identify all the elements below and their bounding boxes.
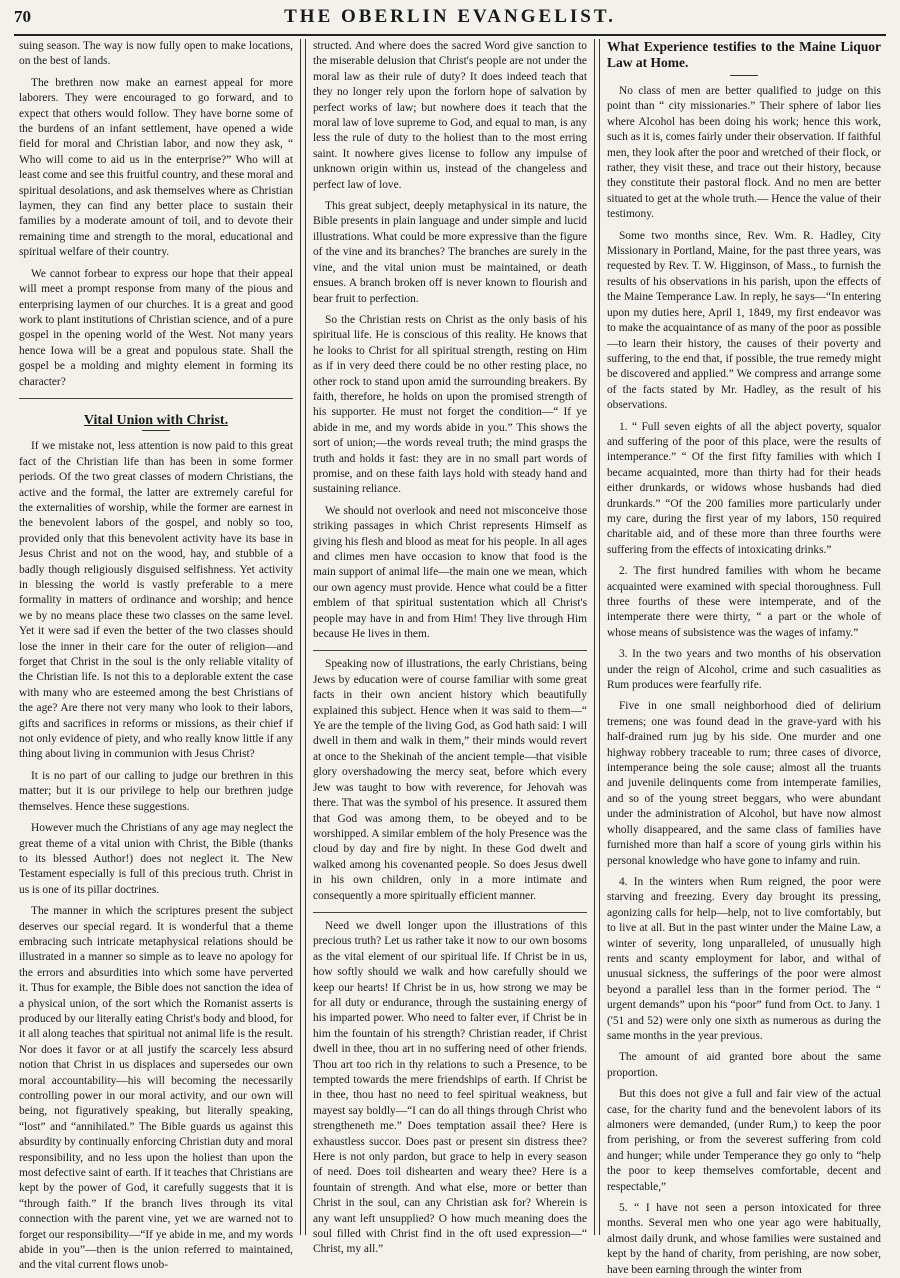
- paragraph: Speaking now of illustrations, the early Christians, being Jews by education were of course familiar with some great facts in their own ancient history which beautifully explained this subject. Hence when it was said to them—“ Ye are the temple of the living God, as God hath said: I will dwell in them and walk in them,” their minds would revert at once to the Shekinah of the ancient temple—that visible glory overshadowing the mercy seat, before which every Jew was taught to bow with reverence, for Jehovah was there. That was the symbol of his presence. It assured them that God was among them, to be obeyed and to be worshipped. A similar emblem of the holy Presence was the cloud by day and fire by night. In these God dwelt and walked among his covenanted people. So does Jesus dwell in his own children, only in a more intimate and consequently a more spiritually efficient manner.: [312, 658, 587, 902]
- column-3: [602, 39, 886, 1276]
- paragraph: The manner in which the scriptures present the subject deserves our special regard. It is wonderful that a theme embracing such intricate metaphysical relations should be illustrated in a manner so simple as to leave no apology for the errors and absurdities into which some have perverted it. Thus for example, the Bible does not sanction the idea of a physical union, of the sort which the Romanist asserts is produced by our literally eating Christ's body and blood, for it all along teaches that spiritual not animal life is the result. Nor does it favor or at all justify the scarcely less absurd notion that Christ in us displaces and supersedes our own moral accountability—his will becoming the necessarily controlling power in our moral activity, and our own will being, not figuratively speaking, but literally speaking, “lost” and “annihilated.” The Bible guards us against this absurdity by continually enforcing Christian duty and moral responsibility, and no less upon the holiest than upon the most defective saint of earth. If it teaches that Christians are kept by the power of God, it carefully suggests that it is “through faith.” If the branch lives through its vital connection with the parent vine, yet we are warned not to forget our responsibility—“If ye abide in me, and my words abide in you”—then is the union referred to maintained, and the vital current flows unob-: [19, 905, 294, 1272]
- section-separator: [313, 650, 587, 651]
- article-separator: [19, 398, 293, 399]
- paragraph: We should not overlook and need not misconceive those striking passages in which Christ represents Himself as giving his flesh and blood as meat for his people. In all ages and climes men have occasion to know that food is the main support of animal life—the main one we mean, which our own agency must provide. Hence what could be a fitter emblem of that spiritual sustentation which all Christ's people may have in and from Him! They live through Him because He lives in them.: [312, 504, 587, 641]
- paragraph: suing season. The way is now fully open to make locations, on the best of lands.: [19, 40, 294, 68]
- paragraph: The brethren now make an earnest appeal for more laborers. They were encouraged to go forward, and to expect that others would follow. They have borne some of the burdens of an infant settlement, have opened a wide field for moral and Christian labor, and now they ask, “ Who will come to aid us in the enterprise?” Who will at least come and see this fruitful country, and these moral and spiritual desolations, and ask themselves where as Christian laymen, they can find any better place to sustain their families by a moderate amount of toil, and to devote their remaining time and strength to the moral, educational and spiritual welfare of their country.: [19, 76, 294, 259]
- paragraph: If we mistake not, less attention is now paid to this great fact of the Christian life than has been in some former periods. Of the two great classes of modern Christians, the active and the formal, the latter are extremely careful for the externalities of worship, while the former are earnest in the benevolent labors of the gospel, and nobly so too, provided only that this benevolent activity have its base in Jesus Christ and not on the wood, hay, and stubble of a badly though religiously disguised selfishness. Yet activity in blessing the world is vastly preferable to a mere formality in matters of ordinance and worship; and hence we by no means place these two classes on the same level. Yet it were sad if even the better of the two classes should lose the inner in their care for the outer of religion—and forget that Christ in the soul is the only reliable vitality of the Christian life. Is not this to a deplorable extent the case with many who are esteemed among the best Christians of the age? Are there not very many who look to their labors, gifts and sacrifices in reforms or missions, as their chief if not only evidence of piety, and who really know little if any thing about living in communion with Jesus Christ?: [19, 440, 294, 761]
- masthead: [14, 6, 886, 36]
- paragraph: Some two months since, Rev. Wm. R. Hadley, City Missionary in Portland, Maine, for the past three years, was requested by Rev. T. W. Higginson, of Mass., to furnish the results of his observations in his parish, upon the effects of the Maine Temperance Law. In reply, he says—“In entering upon my duties here, April 1, 1849, my first endeavor was to make the acquaintance of as many of the poor as possible—to learn their history, the causes of their poverty and suffering, to the end that, if possible, the true remedy might be discovered and applied.” We compress and arrange some of the facts stated by Mr. Hadley, as the result of his observations.: [606, 229, 881, 412]
- page-number: 70: [14, 7, 31, 26]
- paragraph: This great subject, deeply metaphysical in its nature, the Bible presents in plain language and under simple and lucid illustrations. What could be more expressive than the figure of the vine and its branches? The branches are surely in the vine, and the vital union must be maintained, or death ensues. A branch broken off is never known to flourish and bear fruit to perfection.: [312, 200, 587, 305]
- paragraph: The amount of aid granted bore about the same proportion.: [606, 1051, 881, 1079]
- column-divider: [594, 39, 600, 1235]
- paragraph: No class of men are better qualified to judge on this point than “ city missionaries.” Their sphere of labor lies where Alcohol has been doing his work; hence this work, such as it is, comes fairly under their observation. If faithful men, they look after the poor and wretched of their flock, or rather, they visit these, and trace out their history, because they constitute their pastoral flock. And no men are better situated to get at the whole truth.— Hence the value of their testimony.: [606, 85, 881, 221]
- heading-rule: [142, 430, 170, 431]
- paragraph: However much the Christians of any age may neglect the great theme of a vital union with Christ, the Bible (thanks to its blessed Author!) does not neglect it. The New Testament especially is full of this precious truth. Christ in us is one of its pillar doctrines.: [19, 822, 294, 896]
- section-separator: [313, 912, 587, 913]
- paragraph: 1. “ Full seven eights of all the abject poverty, squalor and suffering of the poor of this place, were the results of intemperance.” “ Of the first fifty families with which I became acquainted, more than thirty had for their heads either drunkards, or widows whose husbands had died drunkards.” “Of the 200 families more particularly under my care, during the first year of my labors, 150 required charitable aid, and of these more than three fourths were suffering from the effects of intoxicating drinks.”: [606, 420, 881, 556]
- columns: [14, 39, 886, 1276]
- paragraph: It is no part of our calling to judge our brethren in this matter; but it is our privilege to help our brethren judge themselves. Hence these suggestions.: [19, 769, 294, 813]
- article-heading-maine-law: What Experience testifies to the Maine Liquor Law at Home.: [606, 39, 881, 70]
- paragraph: structed. And where does the sacred Word give sanction to the miserable delusion that Christ's people are not under the moral law as their rule of duty? It does indeed teach that they no longer rely upon the forlorn hope of salvation by perfect works of law; but nowhere does it teach that the moral law of love supreme to God, and equal to man, is any less the rule of duty to the holiest than to the most erring saint. It nowhere gives license to follow any impulse of unknown origin within us, instead of the changeless and perfect law of love.: [312, 40, 587, 191]
- column-divider: [300, 39, 306, 1235]
- paragraph: Need we dwell longer upon the illustrations of this precious truth? Let us rather take it now to our own bosoms as the vital element of our spiritual life. If Christ be in us, how softly should we walk and how carefully should we keep our hearts! If Christ be in us, how strong we may be for all duty or endurance, through the sustaining energy of his imparted power. Who need to falter ever, if Christ be in him the fountain of his strength? Christian reader, if Christ dwell in thee, thou art in no suffering need of other friends. Thou art too rich in thy relations to such a Presence, to be tempted towards the mere friendships of earth. If Christ be in thee, thou hast no need to feel spiritual weakness, but mayest say boldly—“I can do all things through Christ who strengtheneth me.” Does temptation assail thee? Here is exhaustless succor. Does past or present sin distress thee? Here is not only pardon, but grace to help in every season of need. Does toil dishearten and weary thee? Here is a fountain of strength. And what else, more or better than Christ in the soul, can any Christian ask for? Wherein is any want left unsupplied? O how much meaning does the soul filled with Christ find in the oft used expression—“ Christ, my all.”: [312, 919, 587, 1256]
- journal-title: THE OBERLIN EVANGELIST.: [284, 6, 616, 27]
- paragraph: 2. The first hundred families with whom he became acquainted were examined with special thoroughness. Full three fourths of these were intemperate, and of the intemperate there were thirty, “ a part or the whole of whose means of subsistence was the wages of infamy.”: [606, 565, 881, 639]
- paragraph: We cannot forbear to express our hope that their appeal will meet a prompt response from many of the pious and enterprising laymen of our churches. It is a great and good work to plant institutions of Christian science, and of a pure gospel in the opening world of the West. Not many years hence Iowa will be a great and populous state. Shall the gospel be a molding and mighty element in forming its character?: [19, 267, 294, 388]
- paragraph: 4. In the winters when Rum reigned, the poor were starving and freezing. Every day brought its pressing, agonizing calls for help—help, not to live comfortably, but to live at all. But in the past winter under the Maine Law, a winter of severity, long unparalleled, of unusually high rents and scanty employment for labor, and withal of unusual sickness, the sufferings of the poor were almost beyond a parallel less than in the former period. The “ urgent demands” upon his “poor” fund from Oct. to Jany. 1 ('51 and 52) were only one sixth as numerous as during the same months in the year previous.: [606, 875, 881, 1042]
- column-2: [308, 39, 592, 1256]
- paragraph: So the Christian rests on Christ as the only basis of his spiritual life. He is conscious of this reality. He knows that he looks to Christ for all spiritual strength, resting on Him as if in very deed there could be no other resting place, no other rock to stand upon amid the surrounding breakers. By faith, therefore, he holds on upon the promised strength of his supporter. He must not forget the condition—“ If ye abide in me, and my words abide in you.” This shows the sort of union;—the words reveal truth; the mind grasps the truth and holds it fast: they are in no small part words of promise, and on these faith lays hold with steady hand and sustaining reliance.: [312, 313, 587, 496]
- paragraph: Five in one small neighborhood died of delirium tremens; one was found dead in the grave-yard with his half-drained rum jug by his side. One murder and one highway robbery traceable to rum; three cases of divorce, intemperance being the sole cause; almost all the truants and juvenile delinquents come from intemperate families, and so of the young street beggars, who were abundant under the administration of Alcohol, but have now almost wholly disappeared, and the same class of families have furnished more than half a score of young girls within his personal knowledge who have gone to infamy and ruin.: [606, 700, 881, 867]
- paragraph: But this does not give a full and fair view of the actual case, for the charity fund and the benevolent labors of its almoners were demanded, (under Rum,) to keep the poor from perishing, or from the severest suffering from cold and hunger; while under Temperance they go only to “help the poor to keep themselves comfortable, decent and respectable,”: [606, 1088, 881, 1193]
- column-1: [14, 39, 298, 1272]
- paragraph: 5. “ I have not seen a person intoxicated for three months. Several men who one year ago were habitually, almost daily drunk, and whose families were sustained and kept by the hand of charity, from perishing, are now sober, have been earning through the winter from: [606, 1202, 881, 1276]
- article-heading-vital-union: Vital Union with Christ.: [83, 412, 229, 428]
- paragraph: 3. In the two years and two months of his observation under the reign of Alcohol, crime and such casualities as Rum produces were fearfully rife.: [606, 648, 881, 692]
- heading-rule: [730, 75, 758, 76]
